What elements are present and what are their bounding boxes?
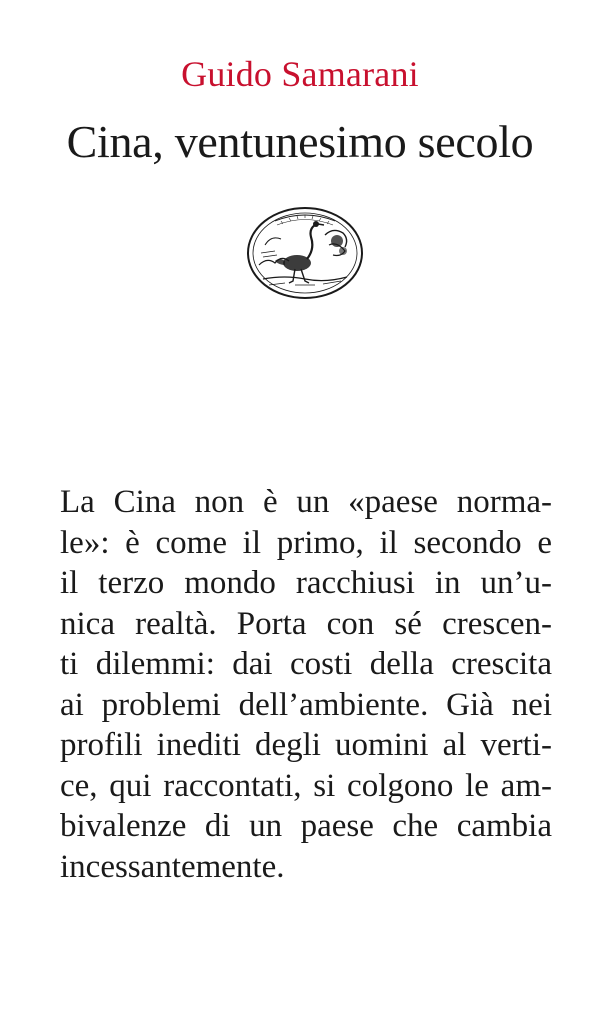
blurb-line: il terzo mondo racchiusi in un’u- bbox=[60, 565, 552, 601]
blurb-line: incessantemente. bbox=[60, 848, 285, 885]
blurb-line: ce, qui raccontati, si colgono le am- bbox=[60, 767, 552, 804]
blurb-line: bivalenze di un paese che cambia bbox=[60, 808, 552, 844]
blurb-line: ai problemi dell’ambiente. Già nei bbox=[60, 686, 552, 723]
blurb-line: La Cina non è un «paese norma- bbox=[60, 484, 552, 520]
blurb-line: le»: è come il primo, il secondo e bbox=[60, 524, 552, 561]
book-title: Cina, ventunesimo secolo bbox=[66, 116, 534, 167]
back-cover-blurb bbox=[60, 482, 552, 887]
blurb-line: ti dilemmi: dai costi della crescita bbox=[60, 646, 552, 682]
einaudi-ostrich-emblem-icon bbox=[245, 205, 365, 301]
blurb-line: nica realtà. Porta con sé crescen- bbox=[60, 605, 552, 642]
author-name: Guido Samarani bbox=[181, 54, 419, 94]
blurb-line: profili inediti degli uomini al verti- bbox=[60, 727, 552, 763]
